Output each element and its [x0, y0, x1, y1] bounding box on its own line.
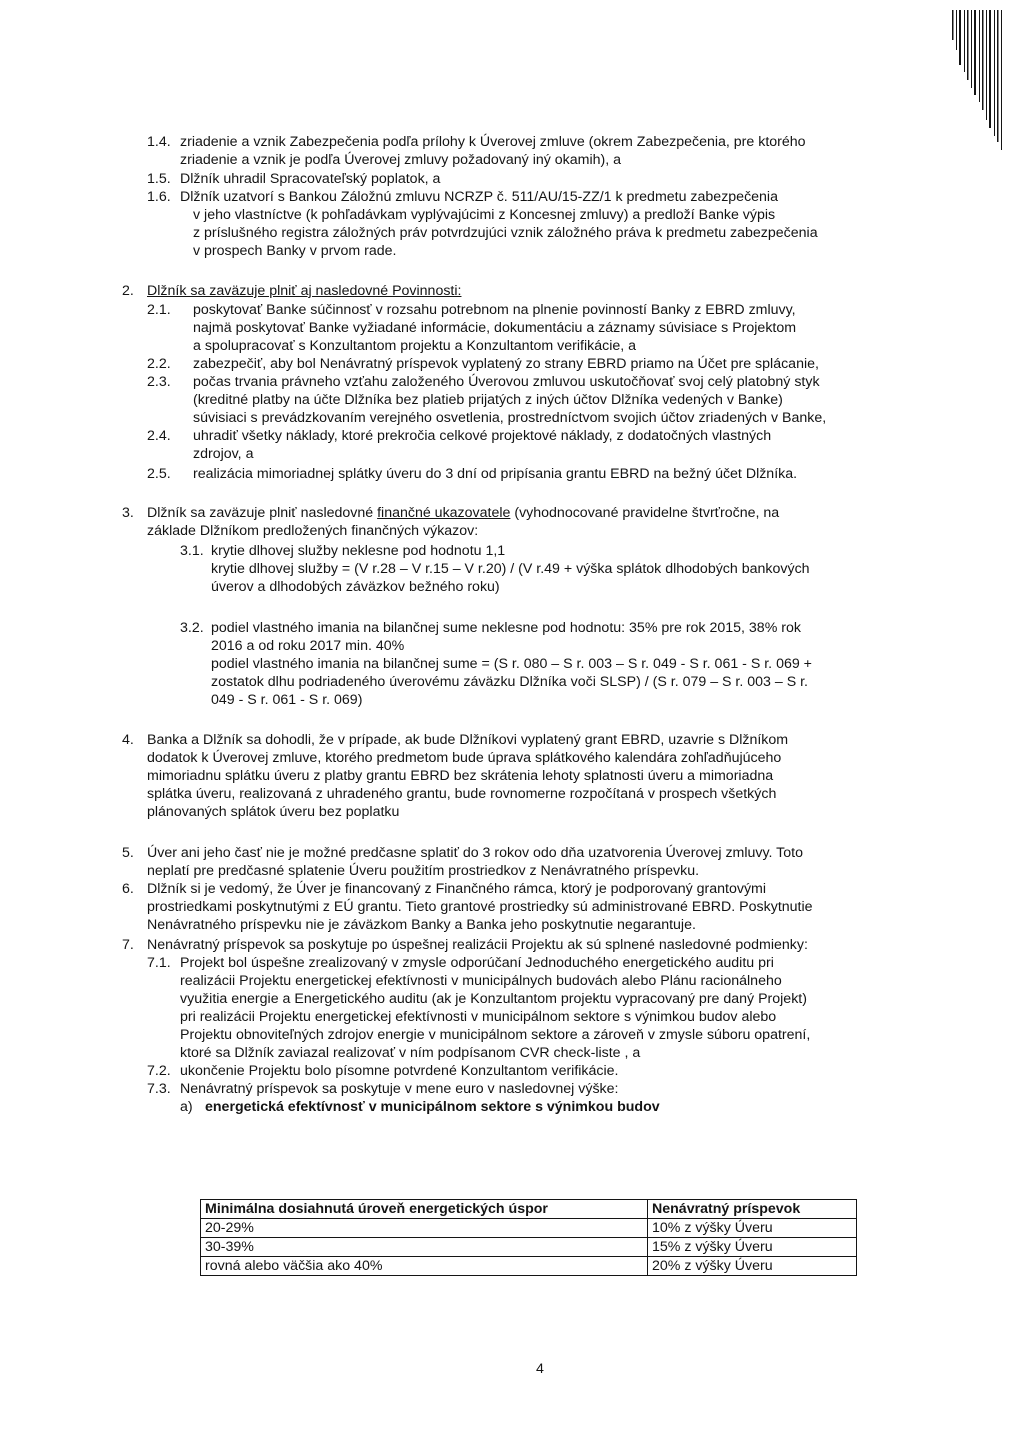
text-line: najmä poskytovať Banke vyžiadané informácie, dokumentáciu a záznamy súvisiace s Projektom	[193, 320, 797, 336]
text-line: 2016 a od roku 2017 min. 40%	[211, 638, 405, 654]
text-line: súvisiaci s prevádzkovaním verejného osvetlenia, prostredníctvom svojich účtov zriadených v Banke,	[193, 410, 827, 426]
item-number: 3.1.	[180, 543, 204, 559]
text-line: krytie dlhovej služby neklesne pod hodnotu 1,1	[211, 543, 506, 559]
text-line: v prospech Banky v prvom rade.	[193, 243, 397, 259]
sub-item-letter: a)	[180, 1099, 193, 1115]
table-row	[201, 1238, 857, 1257]
item-number: 1.6.	[147, 189, 171, 205]
text-fragment: Dlžník sa zaväzuje plniť nasledovné	[147, 505, 378, 521]
text-line: Dlžník uzatvorí s Bankou Záložnú zmluvu NCRZP č. 511/AU/15-ZZ/1 k predmetu zabezpečenia	[180, 189, 778, 205]
text-line: Dlžník uhradil Spracovateľský poplatok, a	[180, 171, 441, 187]
text-line: mimoriadnu splátku úveru z platby grantu EBRD bez skrátenia lehoty splatnosti úveru a mimoriadna	[147, 768, 774, 784]
text-line: úverov a dlhodobých záväzkov bežného roku)	[211, 579, 500, 595]
text-line: Banka a Dlžník sa dohodli, že v prípade, ak bude Dlžníkovi vyplatený grant EBRD, uzavrie s Dlžníkom	[147, 732, 789, 748]
table-header-row	[201, 1200, 857, 1219]
sub-item-heading: energetická efektívnosť v municipálnom sektore s výnimkou budov	[205, 1099, 660, 1115]
column-header: Nenávratný príspevok	[648, 1200, 857, 1219]
table-row	[201, 1219, 857, 1238]
section-number: 7.	[122, 937, 134, 953]
text-line: zostatok dlhu podriadeného úverovému záväzku Dlžníka voči SLSP) / (S r. 079 – S r. 003 – S r.	[211, 674, 808, 690]
text-line: ktoré sa Dlžník zaviazal realizovať v ním podpísanom CVR check-liste , a	[180, 1045, 641, 1061]
text-line: Projektu obnoviteľných zdrojov energie v municipálnom sektore a zároveň v zmysle súboru opatrení,	[180, 1027, 811, 1043]
section-number: 3.	[122, 505, 134, 521]
text-line: Nenávratného príspevku nie je záväzkom Banky a Banka jeho poskytnutie negarantuje.	[147, 917, 696, 933]
text-line: (kreditné platby na účte Dlžníka bez platieb prijatých z iných účtov Dlžníka vedených v Banke)	[193, 392, 783, 408]
text-line: v jeho vlastníctve (k pohľadávkam vyplývajúcimi z Koncesnej zmluvy) a predloží Banke výpis	[193, 207, 776, 223]
text-line: dodatok k Úverovej zmluve, ktorého predmetom bude úprava splátkového kalendára zohľadňujúceho	[147, 750, 782, 766]
text-line: zriadenie a vznik je podľa Úverovej zmluvy požadovaný iný okamih), a	[180, 152, 622, 168]
item-number: 7.3.	[147, 1081, 171, 1097]
table-row	[201, 1257, 857, 1276]
text-line: zabezpečiť, aby bol Nenávratný príspevok vyplatený zo strany EBRD priamo na Účet pre splácanie,	[193, 356, 819, 372]
grant-table	[200, 1199, 857, 1276]
text-line: z príslušného registra záložných práv potvrdzujúci vznik záložného práva k predmetu zabezpečenia	[193, 225, 818, 241]
column-header: Minimálna dosiahnutá úroveň energetických úspor	[201, 1200, 648, 1219]
page-number: 4	[536, 1361, 544, 1377]
text-line: zdrojov, a	[193, 446, 254, 462]
item-number: 2.4.	[147, 428, 171, 444]
text-line: Nenávratný príspevok sa poskytuje v mene euro v nasledovnej výške:	[180, 1081, 619, 1097]
text-line: Dlžník si je vedomý, že Úver je financovaný z Finančného rámca, ktorý je podporovaný grantovými	[147, 881, 767, 897]
text-line: neplatí pre predčasné splatenie Úveru použitím prostriedkov z Nenávratného príspevku.	[147, 863, 700, 879]
section-number: 2.	[122, 283, 134, 299]
text-line: realizácii Projektu energetickej efektívnosti v municipálnych budovách alebo Plánu racionálneho	[180, 973, 782, 989]
text-line: Úver ani jeho časť nie je možné predčasne splatiť do 3 rokov odo dňa uzatvorenia Úverovej zmluvy. Toto	[147, 845, 803, 861]
text-line: 049 - S r. 061 - S r. 069)	[211, 692, 363, 708]
item-number: 7.1.	[147, 955, 171, 971]
underlined-term: finančné ukazovatele	[377, 505, 511, 521]
table-cell: 15% z výšky Úveru	[648, 1238, 857, 1257]
item-number: 2.1.	[147, 302, 171, 318]
text-line: splátka úveru, realizovaná z uhradeného grantu, bude rovnomerne rozpočítaná v prospech všetkých	[147, 786, 777, 802]
item-number: 3.2.	[180, 620, 204, 636]
text-line: počas trvania právneho vzťahu založeného Úverovou zmluvou uskutočňovať svoj celý platobný styk	[193, 374, 820, 390]
table-cell: rovná alebo väčšia ako 40%	[201, 1257, 648, 1276]
item-number: 7.2.	[147, 1063, 171, 1079]
text-line: Projekt bol úspešne zrealizovaný v zmysle odporúčaní Jednoduchého energetického auditu pri	[180, 955, 774, 971]
text-line: pri realizácii Projektu energetickej efektívnosti v municipálnom sektore s výnimkou budov alebo	[180, 1009, 777, 1025]
item-number: 2.2.	[147, 356, 171, 372]
text-line: podiel vlastného imania na bilančnej sume neklesne pod hodnotu: 35% pre rok 2015, 38% rok	[211, 620, 801, 636]
section-number: 6.	[122, 881, 134, 897]
text-line: využitia energie a Energetického auditu (ak je Konzultantom projektu vypracovaný pre daný Projekt)	[180, 991, 807, 1007]
text-line: Nenávratný príspevok sa poskytuje po úspešnej realizácii Projektu ak sú splnené nasledovné podmienky:	[147, 937, 808, 953]
text-line: prostriedkami poskytnutými z EÚ grantu. Tieto grantové prostriedky sú administrované EBRD. Poskytnutie	[147, 899, 813, 915]
item-number: 1.4.	[147, 134, 171, 150]
table-cell: 30-39%	[201, 1238, 648, 1257]
text-line: uhradiť všetky náklady, ktoré prekročia celkové projektové náklady, z dodatočných vlastných	[193, 428, 772, 444]
text-line: poskytovať Banke súčinnosť v rozsahu potrebnom na plnenie povinností Banky z EBRD zmluvy,	[193, 302, 796, 318]
item-number: 1.5.	[147, 171, 171, 187]
table-cell: 20% z výšky Úveru	[648, 1257, 857, 1276]
table-cell: 20-29%	[201, 1219, 648, 1238]
text-line: plánovaných splátok úveru bez poplatku	[147, 804, 400, 820]
text-line: krytie dlhovej služby = (V r.28 – V r.15 – V r.20) / (V r.49 + výška splátok dlhodobých bankových	[211, 561, 810, 577]
text-fragment: (vyhodnocované pravidelne štvrťročne, na	[510, 505, 780, 521]
item-number: 2.5.	[147, 466, 171, 482]
text-line: základe Dlžníkom predložených finančných výkazov:	[147, 523, 479, 539]
table-cell: 10% z výšky Úveru	[648, 1219, 857, 1238]
text-line: ukončenie Projektu bolo písomne potvrdené Konzultantom verifikácie.	[180, 1063, 619, 1079]
section-number: 4.	[122, 732, 134, 748]
text-line: zriadenie a vznik Zabezpečenia podľa prílohy k Úverovej zmluve (okrem Zabezpečenia, pre ktorého	[180, 134, 806, 150]
text-line	[147, 505, 779, 522]
text-line: podiel vlastného imania na bilančnej sume = (S r. 080 – S r. 003 – S r. 049 - S r. 061 - S r. 069 +	[211, 656, 812, 672]
section-number: 5.	[122, 845, 134, 861]
section-heading: Dlžník sa zaväzuje plniť aj nasledovné Povinnosti:	[147, 283, 462, 299]
barcode-mark	[950, 8, 1006, 150]
item-number: 2.3.	[147, 374, 171, 390]
text-line: a spolupracovať s Konzultantom projektu a Konzultantom verifikácie, a	[193, 338, 637, 354]
text-line: realizácia mimoriadnej splátky úveru do 3 dní od pripísania grantu EBRD na bežný účet Dlžníka.	[193, 466, 798, 482]
